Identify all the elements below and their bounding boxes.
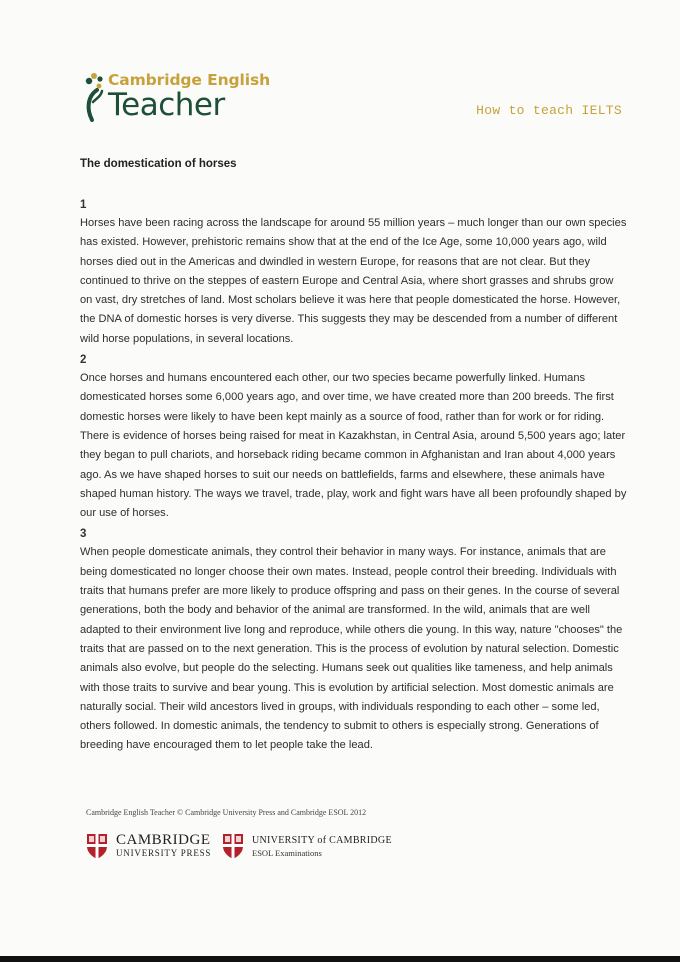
shield-crest-icon [222,833,244,860]
section-paragraph: Once horses and humans encountered each other, our two species became powerfully linked. Humans domesticated horses some 6,000 years ago, and over time, we have created more than 200 breeds. The first domestic horses were likely to have been kept mainly as a source of food, rather than for work or for riding. There is evidence of horses being raised for meat in Kazakhstan, in Central Asia, around 5,500 years ago; later they began to pull chariots, and horseback riding became common in Afghanistan and Iran about 4,000 years ago. As we have shaped horses to suit our needs on battlefields, farms and elsewhere, these animals have shaped human history. The ways we travel, trade, play, work and fight wars have all been profoundly shaped by our use of horses. [80,372,627,520]
section-paragraph: When people domesticate animals, they control their behavior in many ways. For instance, animals that are being domesticated no longer choose their own mates. Instead, people control their breeding. Individuals with traits that humans prefer are more likely to produce offspring and pass on their genes. In the course of several generations, both the body and behavior of the animal are transformed. In the wild, animals that are well adapted to their environment live long and reproduce, while others die young. In this way, nature "chooses" the traits that are passed on to the next generation. This is the process of evolution by natural selection. Domestic animals also evolve, but people do the selecting. Humans seek out qualities like tameness, and help animals with those traits to survive and bear young. This is evolution by artificial selection. Most domestic animals are naturally social. Their wild ancestors lived in groups, with individuals responding to each other – some led, others followed. In domestic animals, the tendency to submit to others is especially strong. Generations of breeding have encouraged them to let people take the lead. [80,546,623,752]
publisher1-name: CAMBRIDGE [116,832,211,848]
publisher2-sub: ESOL Examinations [252,848,322,858]
section-number: 3 [80,528,87,541]
footer-copyright: Cambridge English Teacher © Cambridge University Press and Cambridge ESOL 2012 [86,808,367,817]
logo-line2: Teacher [108,87,225,123]
section-number: 1 [80,199,87,211]
header-right-label: How to teach IELTS [476,103,622,118]
section-paragraph: Horses have been racing across the landscape for around 55 million years – much longer than our own species has existed. However, prehistoric remains show that at the end of the Ice Age, some 10,000 years ago, wild horses died out in the Americas and dwindled in western Europe, for reasons that are not clear. But they continued to thrive on the steppes of eastern Europe and Central Asia, where short grasses and shrubs grow on vast, dry stretches of land. Most scholars believe it was here that people domesticated the horse. However, the DNA of domestic horses is very diverse. This suggests they may be descended from a number of different wild horse populations, in several locations. [80,217,627,345]
document-title: The domestication of horses [80,158,237,170]
page-bottom-edge [0,956,680,962]
sprout-icon [80,72,106,124]
section-number: 2 [80,354,87,367]
document-body [80,196,628,758]
cambridge-english-teacher-logo [80,70,280,130]
publisher1-sub: UNIVERSITY PRESS [116,848,212,858]
logo-line1: Cambridge English [108,71,271,89]
section-3 [80,525,628,755]
section-1 [80,196,628,349]
publisher2-name: UNIVERSITY of CAMBRIDGE [252,835,392,846]
shield-crest-icon [86,833,108,860]
section-2 [80,351,628,523]
